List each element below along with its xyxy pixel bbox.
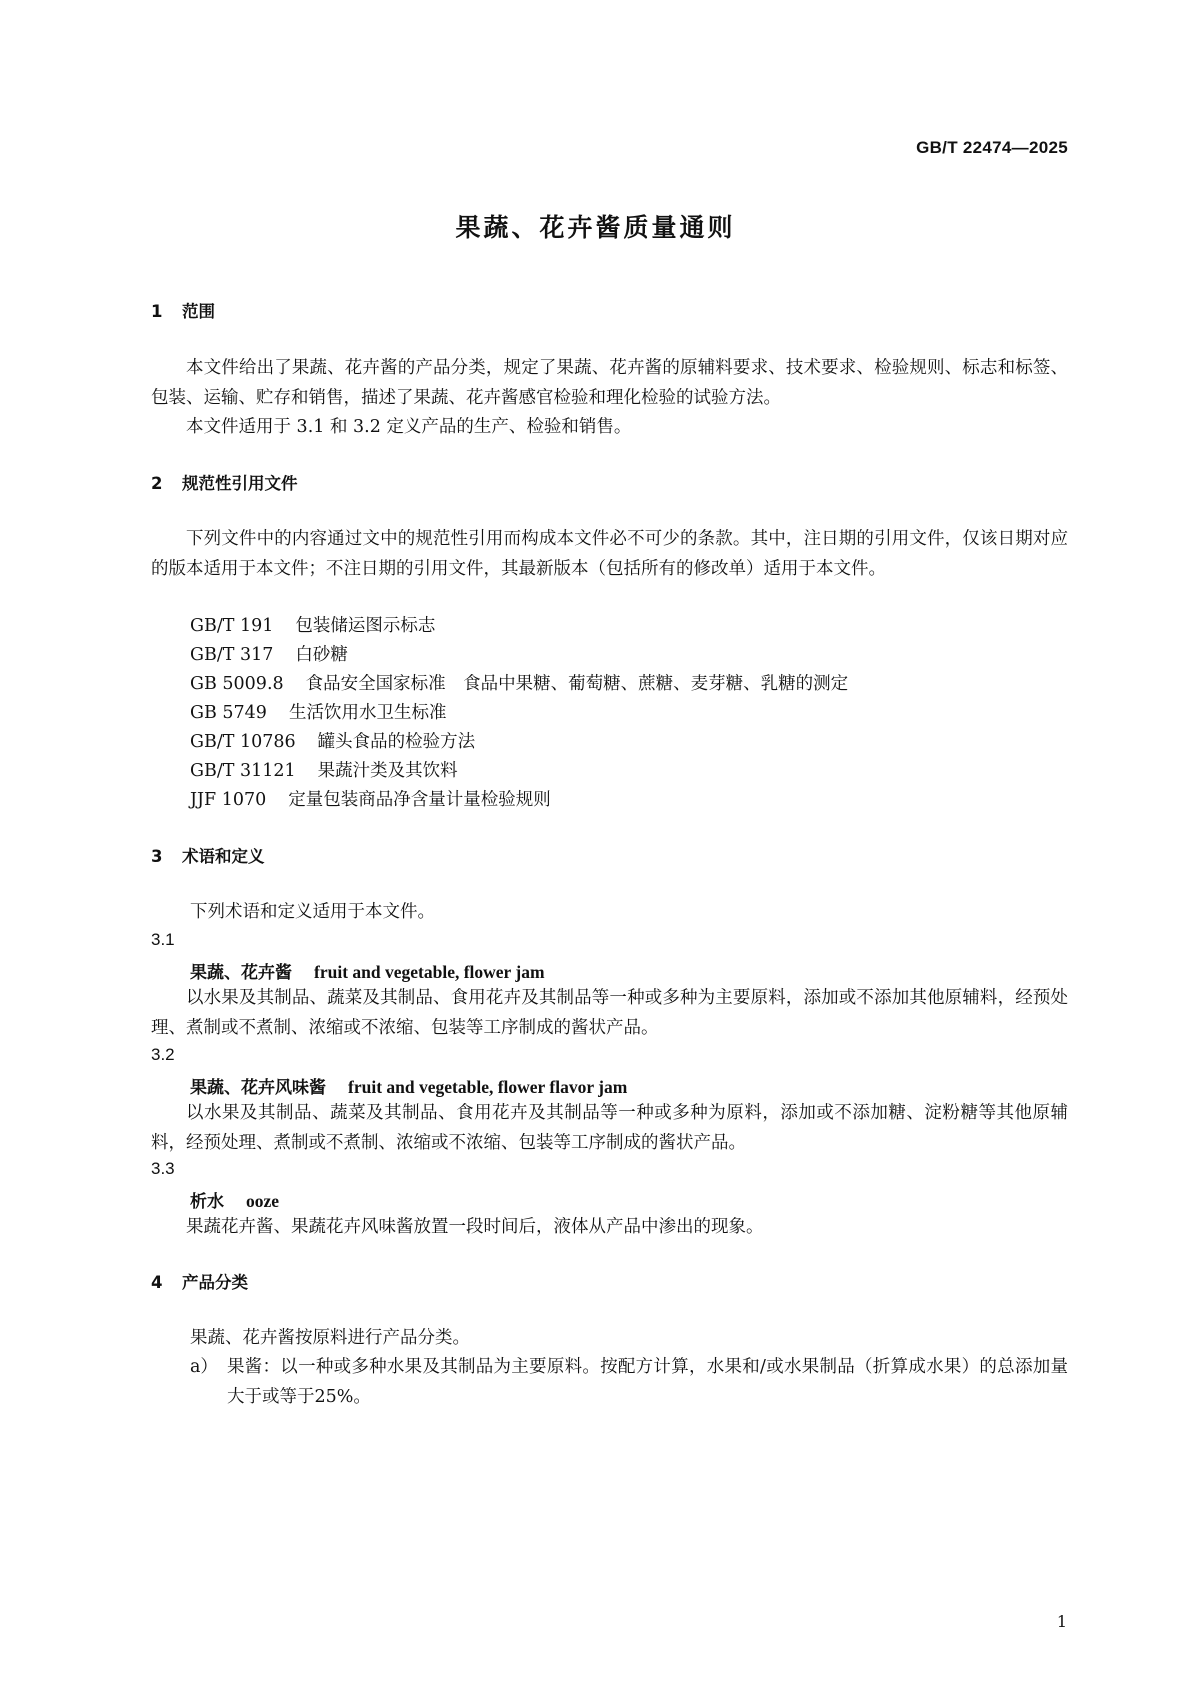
reference-title: 包装储运图示标志 <box>295 616 436 636</box>
reference-item <box>190 728 475 753</box>
term-heading <box>190 958 545 983</box>
reference-item <box>190 612 435 637</box>
term-en: ooze <box>246 1191 280 1211</box>
section-number: 1 <box>151 302 163 321</box>
paragraph: 本文件给出了果蔬、花卉酱的产品分类，规定了果蔬、花卉酱的原辅料要求、技术要求、检验规则、标志和标签、包装、运输、贮存和销售，描述了果蔬、花卉酱感官检验和理化检验的试验方法。 <box>151 358 1068 408</box>
term-heading <box>190 1187 279 1212</box>
reference-code: JJF 1070 <box>190 790 267 810</box>
term-definition: 以水果及其制品、蔬菜及其制品、食用花卉及其制品等一种或多种为原料，添加或不添加糖、淀粉糖等其他原辅料，经预处理、煮制或不煮制、浓缩或不浓缩、包装等工序制成的酱状产品。 <box>151 1103 1068 1153</box>
section-heading-terms <box>151 843 265 867</box>
paragraph: 果蔬、花卉酱按原料进行产品分类。 <box>190 1328 470 1348</box>
section-heading-normative-references <box>151 470 298 494</box>
section-title: 产品分类 <box>182 1273 248 1292</box>
page-title: 果蔬、花卉酱质量通则 <box>455 213 736 242</box>
section-number: 4 <box>151 1273 163 1292</box>
reference-title: 罐头食品的检验方法 <box>317 732 476 752</box>
term-zh: 果蔬、花卉酱 <box>190 963 292 983</box>
reference-title: 果蔬汁类及其饮料 <box>317 761 458 781</box>
paragraph: 下列文件中的内容通过文中的规范性引用而构成本文件必不可少的条款。其中，注日期的引用文件，仅该日期对应的版本适用于本文件；不注日期的引用文件，其最新版本（包括所有的修改单）适用于本文件。 <box>151 529 1068 579</box>
section-heading-classification <box>151 1269 248 1293</box>
reference-code: GB/T 191 <box>190 616 274 636</box>
term-number: 3.1 <box>151 930 175 949</box>
term-en: fruit and vegetable, flower flavor jam <box>348 1077 628 1097</box>
section-title: 范围 <box>182 302 215 321</box>
paragraph: 下列术语和定义适用于本文件。 <box>190 902 435 922</box>
section-title: 术语和定义 <box>182 847 265 866</box>
standard-code: GB/T 22474—2025 <box>916 138 1068 157</box>
term-number: 3.3 <box>151 1159 175 1178</box>
term-zh: 果蔬、花卉风味酱 <box>190 1078 326 1098</box>
reference-code: GB 5749 <box>190 703 267 723</box>
page-number: 1 <box>1056 1612 1067 1631</box>
reference-item <box>190 670 848 695</box>
section-number: 3 <box>151 847 163 866</box>
reference-item <box>190 641 348 666</box>
list-item-text: 果酱：以一种或多种水果及其制品为主要原料。按配方计算，水果和/或水果制品（折算成水果）的总添加量大于或等于25%。 <box>227 1357 1068 1407</box>
term-heading <box>190 1073 627 1098</box>
reference-item <box>190 699 446 724</box>
reference-title: 食品安全国家标准 食品中果糖、葡萄糖、蔗糖、麦芽糖、乳糖的测定 <box>305 674 849 694</box>
term-number: 3.2 <box>151 1045 175 1064</box>
reference-code: GB/T 10786 <box>190 732 296 752</box>
term-zh: 析水 <box>190 1192 224 1212</box>
reference-code: GB/T 317 <box>190 645 274 665</box>
section-number: 2 <box>151 474 163 493</box>
reference-item <box>190 786 551 811</box>
list-marker: a） <box>190 1357 218 1377</box>
section-title: 规范性引用文件 <box>182 474 298 493</box>
reference-code: GB 5009.8 <box>190 674 284 694</box>
reference-title: 白砂糖 <box>295 645 348 665</box>
reference-title: 生活饮用水卫生标准 <box>288 703 447 723</box>
term-en: fruit and vegetable, flower jam <box>314 962 545 982</box>
paragraph: 本文件适用于 3.1 和 3.2 定义产品的生产、检验和销售。 <box>186 417 632 437</box>
reference-title: 定量包装商品净含量计量检验规则 <box>288 790 551 810</box>
term-definition: 以水果及其制品、蔬菜及其制品、食用花卉及其制品等一种或多种为主要原料，添加或不添加其他原辅料，经预处理、煮制或不煮制、浓缩或不浓缩、包装等工序制成的酱状产品。 <box>151 988 1068 1038</box>
term-definition: 果蔬花卉酱、果蔬花卉风味酱放置一段时间后，液体从产品中渗出的现象。 <box>186 1217 764 1237</box>
reference-item <box>190 757 458 782</box>
reference-code: GB/T 31121 <box>190 761 296 781</box>
list-item <box>190 1352 1068 1412</box>
section-heading-scope <box>151 298 215 322</box>
